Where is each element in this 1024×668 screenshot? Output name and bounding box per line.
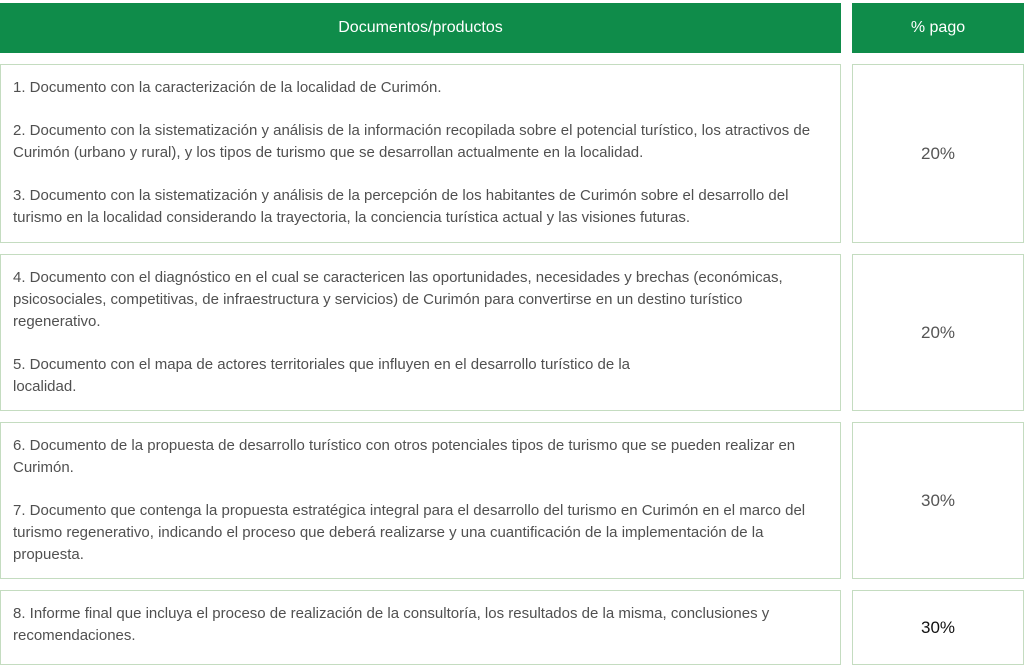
document-item-5: 5. Documento con el mapa de actores territoriales que influyen en el desarrollo turístico de la localidad.	[13, 356, 630, 395]
document-item-1: 1. Documento con la caracterización de la localidad de Curimón.	[13, 79, 442, 96]
payment-cell-4	[852, 590, 1024, 665]
documents-cell-4	[0, 590, 841, 665]
document-item-8: 8. Informe final que incluya el proceso de realización de la consultoría, los resultados de la misma, conclusiones y recomendaciones.	[13, 605, 770, 644]
documents-cell-1	[0, 64, 841, 243]
payment-cell-1	[852, 64, 1024, 243]
header-documents-label: Documentos/productos	[338, 19, 503, 36]
payment-value: 30%	[920, 617, 956, 637]
payment-value: 30%	[920, 490, 956, 510]
header-payment	[852, 3, 1024, 53]
payment-cell-2	[852, 254, 1024, 411]
header-payment-label: % pago	[910, 19, 966, 36]
header-documents	[0, 3, 841, 53]
document-item-4: 4. Documento con el diagnóstico en el cual se caractericen las oportunidades, necesidades y brechas (económicas, psicosociales, competitivas, de infraestructura y servicios) de Curimón para convertirse en un destino turístico regenerativo.	[13, 269, 783, 330]
documents-cell-3	[0, 422, 841, 579]
document-item-2: 2. Documento con la sistematización y análisis de la información recopilada sobre el potencial turístico, los atractivos de Curimón (urbano y rural), y los tipos de turismo que se desarrollan actualmente en la localidad.	[13, 122, 811, 161]
document-item-6: 6. Documento de la propuesta de desarrollo turístico con otros potenciales tipos de turismo que se pueden realizar en Curimón.	[13, 437, 796, 476]
payment-value: 20%	[920, 322, 956, 342]
documents-cell-2	[0, 254, 841, 411]
document-item-7: 7. Documento que contenga la propuesta estratégica integral para el desarrollo del turismo en Curimón en el marco del turismo regenerativo, indicando el proceso que deberá realizarse y una cuantificación de la implementación de la propuesta.	[13, 502, 806, 563]
document-item-3: 3. Documento con la sistematización y análisis de la percepción de los habitantes de Curimón sobre el desarrollo del turismo en la localidad considerando la trayectoria, la conciencia turística actual y las visiones futuras.	[13, 187, 789, 226]
payment-cell-3	[852, 422, 1024, 579]
payment-value: 20%	[920, 143, 956, 163]
